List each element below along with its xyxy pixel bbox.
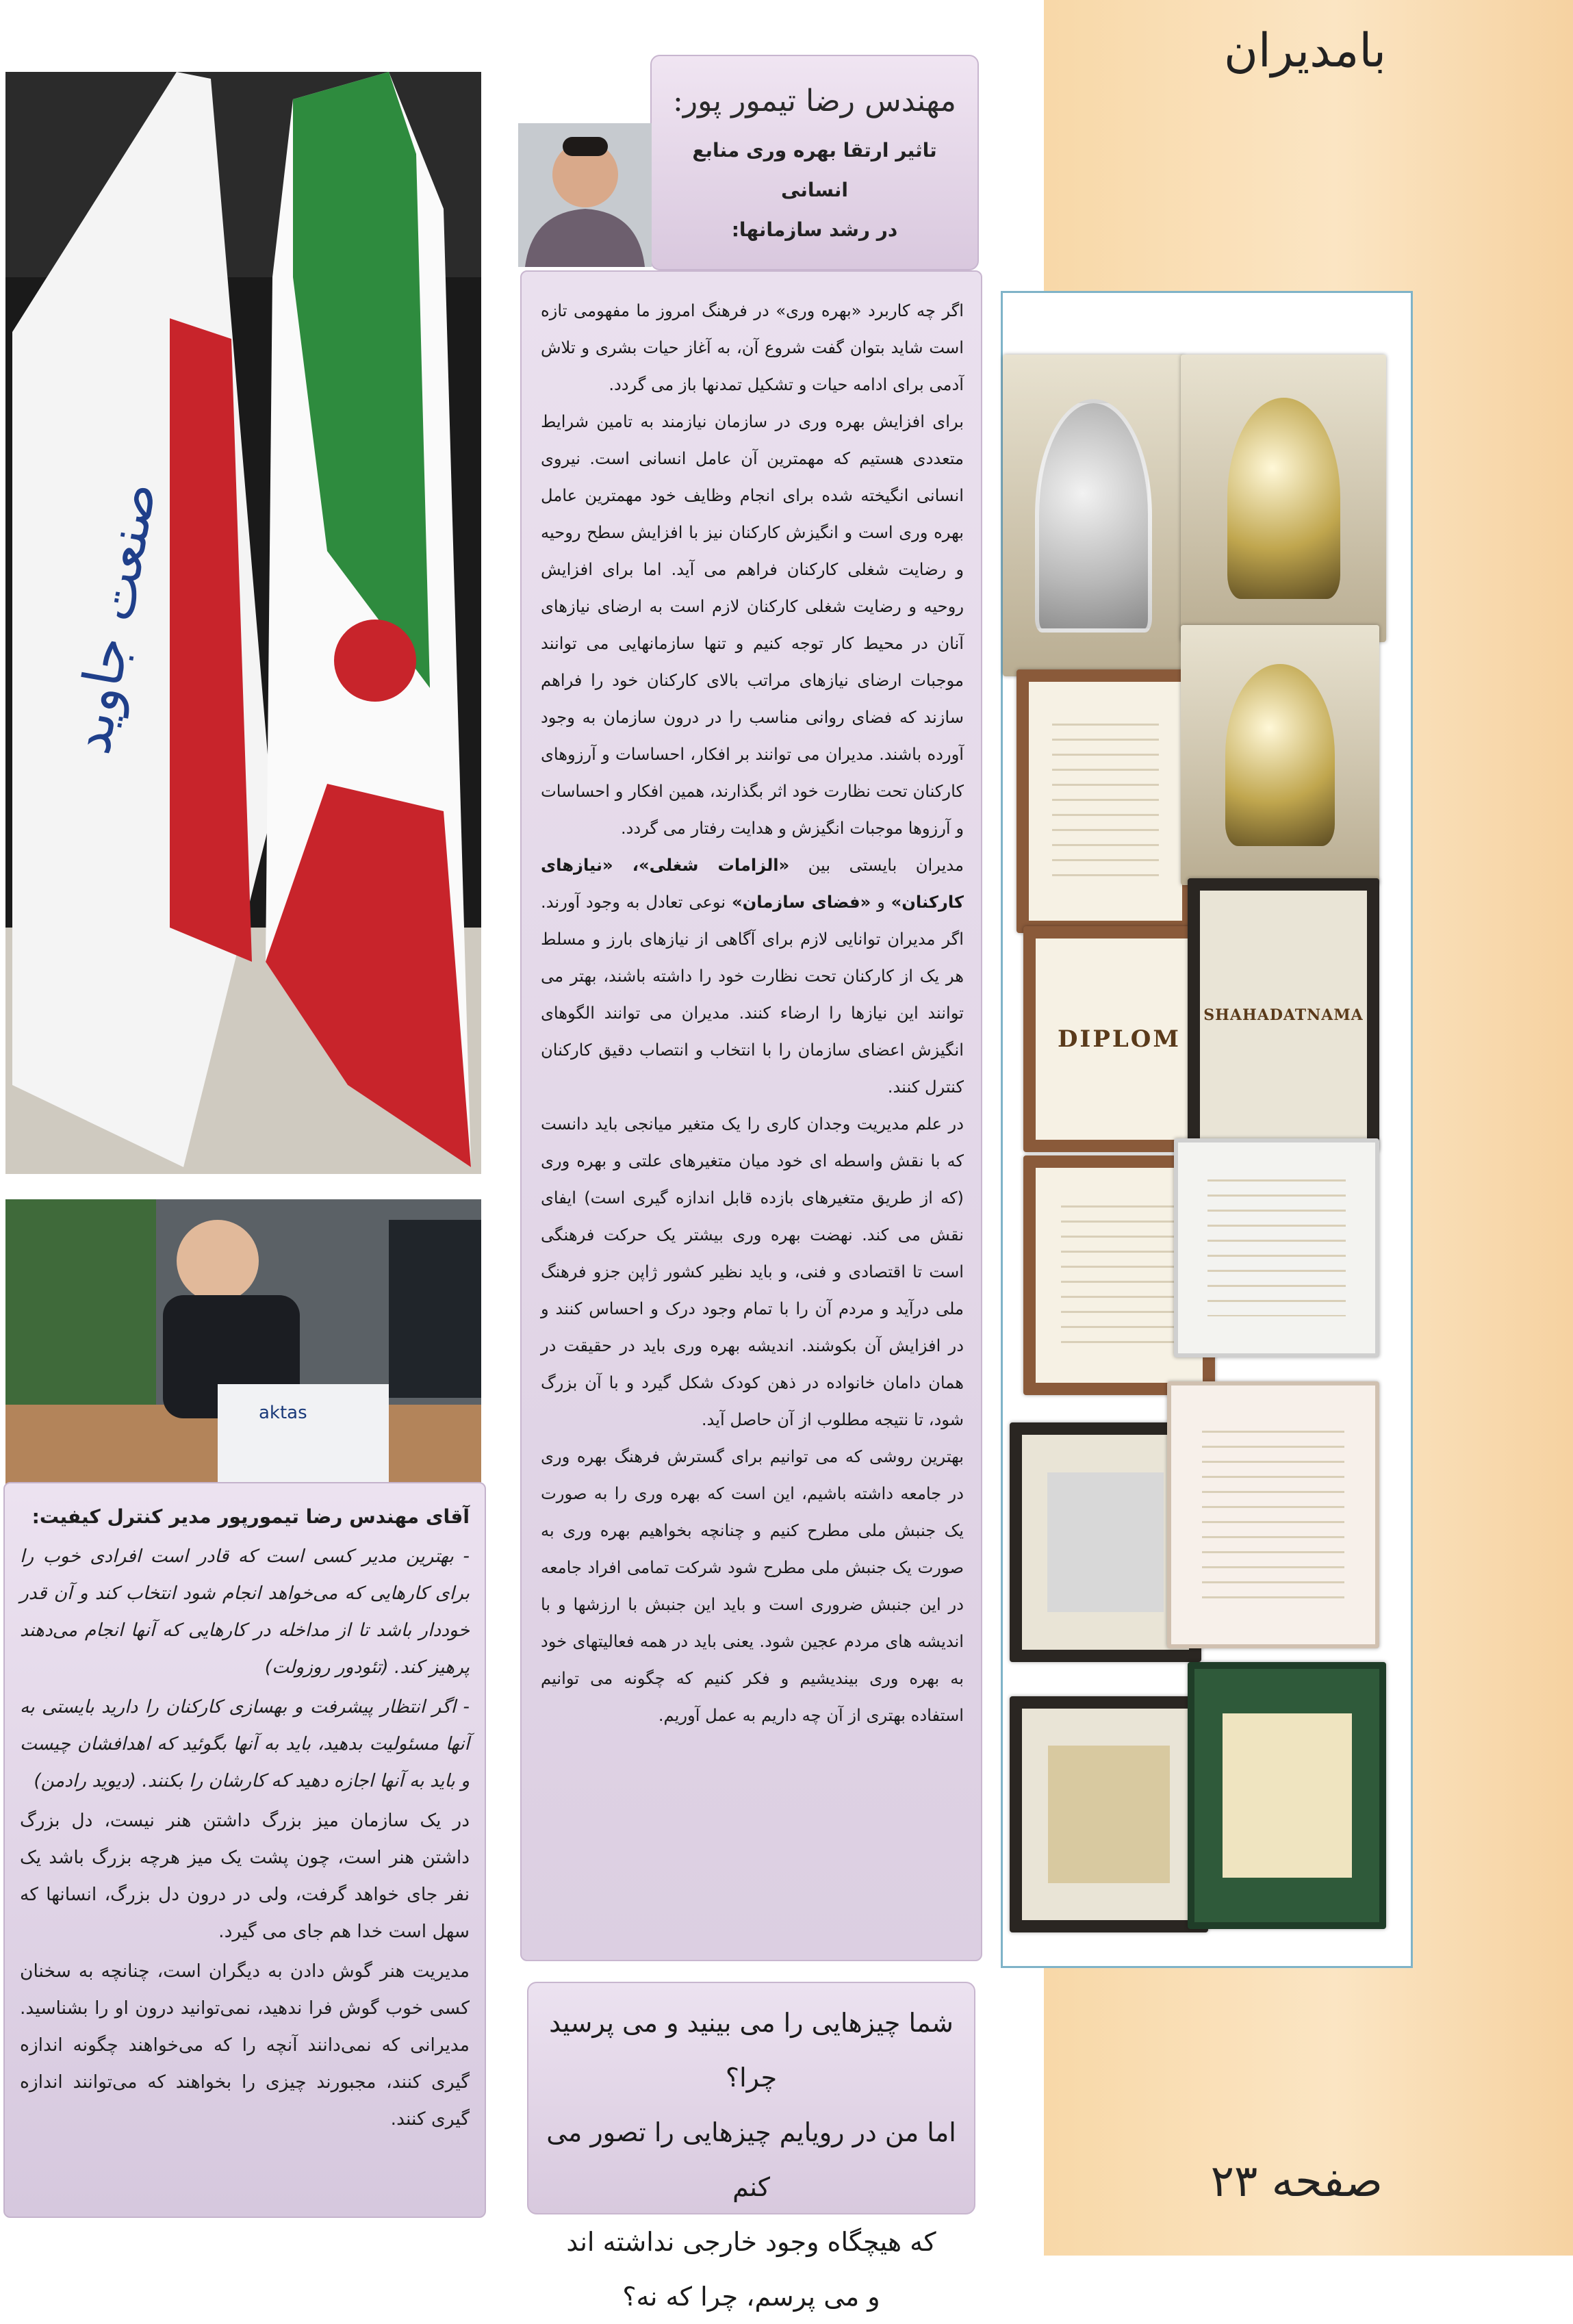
article-title-line-1: تاثیر ارتقا بهره وری منابع انسانی (692, 139, 937, 201)
author-photo (518, 123, 652, 267)
quote-rodman: - اگر انتظار پیشرفت و بهسازی کارکنان را دارید بایستی به آنها مسئولیت بدهید، باید به آنها بگوئید که اهدافشان چیست و باید به آنها اجازه دهید که کارشان را بکنند. (دیوید رادمن) (20, 1696, 470, 1791)
bottom-quote (527, 1982, 975, 2312)
article-title-line-2: در رشد سازمانها: (731, 218, 898, 241)
article-paragraph-3 (541, 847, 964, 1106)
shahadatnama-label: SHAHADATNAMA (1203, 1006, 1364, 1024)
p3-intro: مدیران بایستی بین (789, 856, 964, 875)
bottom-quote-line-4: و می پرسم، چرا که نه؟ (622, 2282, 880, 2312)
author-name: مهندس رضا تیمور پور: (673, 84, 956, 118)
diplom-label: DIPLOM (1057, 1025, 1181, 1053)
quote-paragraph-2: مدیریت هنر گوش دادن به دیگران است، چنانچه به سخنان کسی خوب گوش فرا ندهید، نمی‌توانید درون او را بشناسید. مدیرانی که نمی‌دانند آنچه را که می‌خواهند چگونه اندازه گیری کنند، مجبورند چیزی را بخواهند که می‌توانند اندازه گیری کنند. (20, 1961, 470, 2130)
manager-quotes-box (3, 1482, 486, 2218)
gear-trophy (1181, 625, 1379, 885)
office-illustration (5, 1199, 481, 1487)
gold-plaque (1010, 1696, 1208, 1932)
framed-certificate (1016, 669, 1194, 933)
gold-trophy (1181, 355, 1386, 642)
red-flag-certificate (1167, 1381, 1379, 1648)
article-paragraph-5: بهترین روشی که می توانیم برای گسترش فرهنگ بهره وری در جامعه داشته باشیم، این است که بهره وری را به صورت یک جنبش ملی مطرح کنیم و چنانچه بخواهیم بهره وری به صورت یک جنبش ملی مطرح شود شرکت تمامی افراد جامعه در این جنبش ضروری است و باید این جنبش با ارزشها و با اندیشه های مردم عجین شود. یعنی باید در همه فعالیتهای خود به بهره وری بیندیشیم و فکر کنیم که چگونه می توانیم استفاده بهتری از آن چه داریم به عمل آوریم. (541, 1447, 964, 1725)
quote-paragraph-1: در یک سازمان میز بزرگ داشتن هنر نیست، دل بزرگ داشتن هنر است، چون پشت یک میز هرچه بزرگ باشد یک نفر جای خواهد گرفت، ولی در درون دل بزرگ، انسانها که سهل است خدا هم جای می گیرد. (20, 1810, 470, 1942)
p3-keyword-2: «فضای سازمان» (731, 893, 871, 912)
awards-gallery (1001, 291, 1413, 1968)
bottom-quote-line-3: که هیچگاه وجود خارجی نداشته اند (566, 2227, 936, 2257)
page-number: صفحه ۲۳ (1210, 2156, 1383, 2207)
flags-photo (5, 72, 481, 1174)
office-photo (5, 1199, 481, 1487)
p3-rest: نوعی تعادل به وجود آورند. اگر مدیران توانایی لازم برای آگاهی از نیازهای بارز و مسلط هر یک از کارکنان تحت نظارت خود را داشته باشند، بهتر می توانند این نیازها را ارضاء کنند. مدیران می توانند الگوهای انگیزش اعضای سازمان را با انتخاب و انتصاب دقیق کارکنان کنترل کنند. (541, 893, 964, 1097)
quote-roosevelt: - بهترین مدیر کسی است که قادر است افرادی خوب را برای کارهایی که می‌خواهد انجام شود انتخاب کند و آن قدر خوددار باشد تا از مداخله در کارهایی که آنها انجام می‌دهند پرهیز کند. (تئودور روزولت) (20, 1546, 470, 1678)
article-paragraph-4: در علم مدیریت وجدان کاری را یک متغیر میانجی باید دانست که با نقش واسطه ای خود میان متغیرهای علتی و بهره وری (که از طریق متغیرهای بازده قابل اندازه گیری است) ایفای نقش می کند. نهضت بهره وری بیشتر یک حرکت فرهنگی است تا اقتصادی و فنی، و باید نظیر کشور ژاپن جزو فرهنگ ملی درآید و مردم آن را با تمام وجود درک و احساس کنند و در افزایش آن بکوشند. اندیشه بهره وری باید در حقیقت در همان دامان خانواده در ذهن کودک شکل گیرد و با آن بزرگ شود، تا نتیجه مطلوب از آن حاصل آید. (541, 1114, 964, 1429)
glass-trophy (1003, 355, 1184, 676)
building-certificate (1174, 1138, 1379, 1357)
article-header (650, 55, 979, 270)
p3-conjunction: و (871, 893, 891, 912)
calendar-brand: aktas (259, 1403, 307, 1423)
bottom-quote-line-2: اما من در رویایم چیزهایی را تصور می کنم (546, 2117, 956, 2202)
bottom-quote-line-1: شما چیزهایی را می بینید و می پرسید چرا؟ (549, 2008, 954, 2093)
flags-illustration (5, 72, 481, 1174)
section-title: بامدیران (1223, 24, 1386, 78)
green-plaque (1188, 1662, 1386, 1929)
flag-brand-text: صنعت جاوید (60, 477, 169, 759)
p3-keyword-1: «الزامات شغلی»، «نیازهای کارکنان» (541, 856, 964, 912)
quotes-title: آقای مهندس رضا تیمورپور مدیر کنترل کیفیت: (31, 1505, 470, 1528)
article-paragraph-1: اگر چه کاربرد «بهره وری» در فرهنگ امروز ما مفهومی تازه است شاید بتوان گفت شروع آن، به آغاز حیات بشری و تلاش آدمی برای ادامه حیات و تشکیل تمدنها باز می گردد. (541, 301, 964, 394)
article-title (652, 131, 977, 250)
article-body (520, 270, 982, 1961)
diplom-certificate (1023, 926, 1215, 1152)
article-paragraph-2: برای افزایش بهره وری در سازمان نیازمند به تامین شرایط متعددی هستیم که مهمترین آن عامل انسانی است. نیروی انسانی انگیخته شده برای انجام وظایف خود مهمترین عامل بهره وری است و انگیزش کارکنان نیز با افزایش سطح روحیه و رضایت شغلی کارکنان فراهم می آید. اما برای افزایش روحیه و رضایت شغلی کارکنان لازم است به ارضای نیازهای آنان در محیط کار توجه کنیم و تنها سازمانهایی می توانند موجبات ارضای نیازهای مراتب بالای کارکنان خود را فراهم سازند که فضای روانی مناسب را در درون سازمان به وجود آورده باشند. مدیران می توانند بر افکار، احساسات و آرزوهای کارکنان تحت نظارت خود اثر بگذارند، همین افکار و احساسات و آرزوها موجبات انگیزش و هدایت رفتار می گردد. (541, 412, 964, 838)
author-portrait (518, 123, 652, 267)
shahadatnama-certificate (1188, 878, 1379, 1152)
